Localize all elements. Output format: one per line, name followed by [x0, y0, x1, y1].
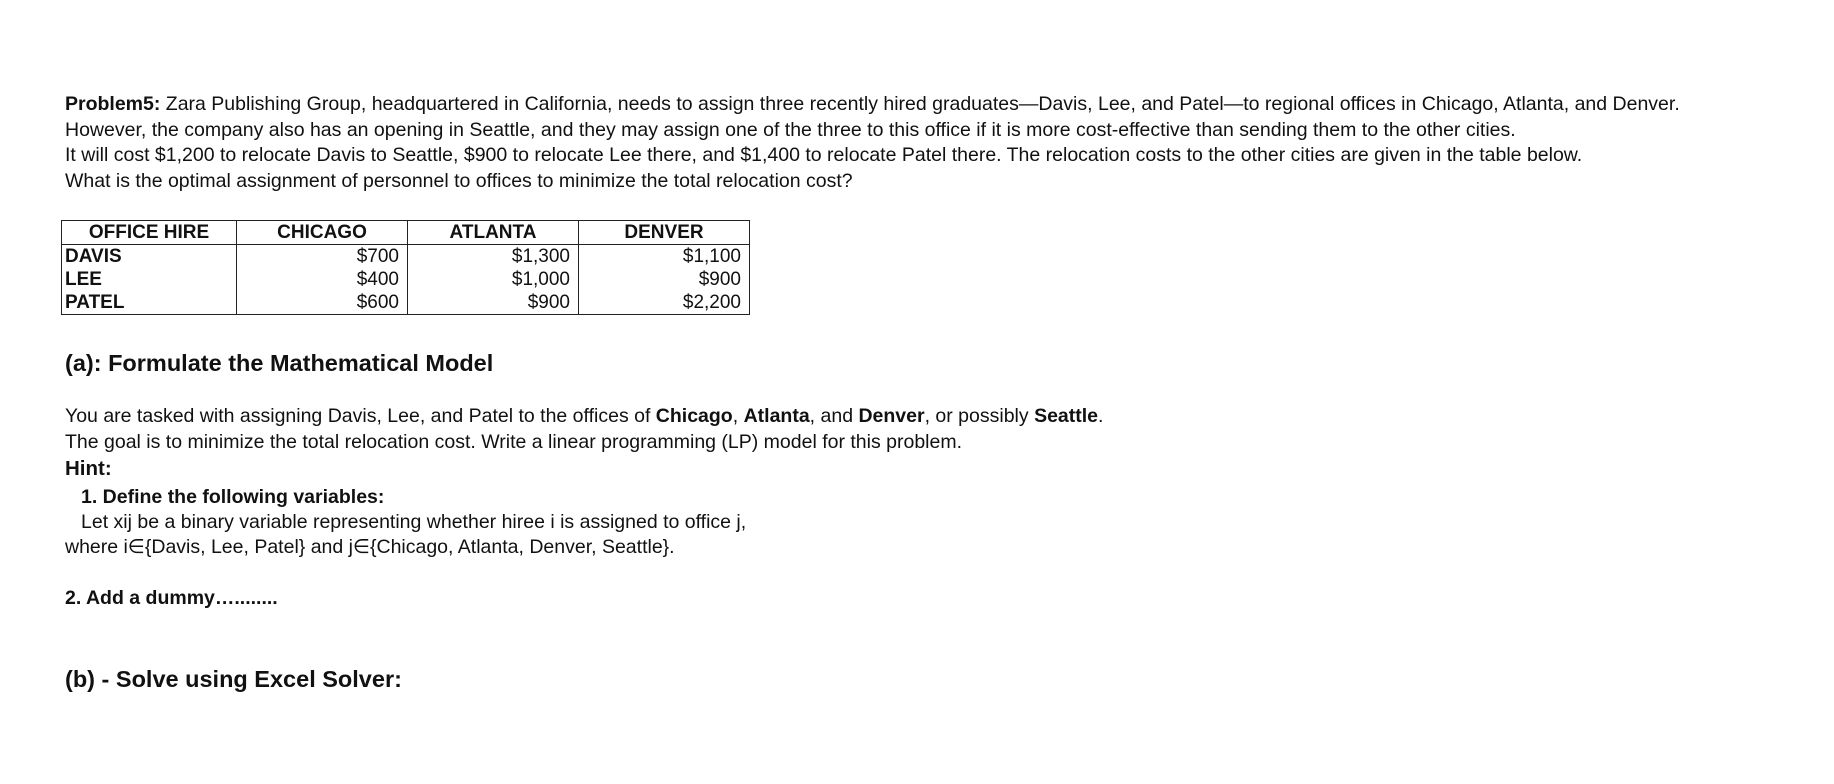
table-cell: $1,000: [408, 268, 579, 291]
relocation-cost-table: [61, 220, 750, 315]
table-header-cell: DENVER: [579, 221, 750, 245]
part-a-line-1: [65, 404, 1103, 430]
part-a-line-2: The goal is to minimize the total relocation cost. Write a linear programming (LP) model for this problem.: [65, 430, 963, 453]
step-1-title: 1. Define the following variables:: [81, 486, 385, 508]
table-cell: $1,100: [579, 245, 750, 269]
separator: , or possibly: [924, 405, 1035, 427]
city-atlanta: Atlanta: [743, 405, 810, 427]
table-cell: $600: [237, 291, 408, 315]
table-cell: $700: [237, 245, 408, 269]
step-2-title: 2. Add a dummy…........: [65, 587, 278, 609]
table-cell: $400: [237, 268, 408, 291]
part-a-text: You are tasked with assigning Davis, Lee, and Patel to the offices of: [65, 405, 656, 427]
part-b-heading: (b) - Solve using Excel Solver:: [65, 666, 402, 692]
step-1-line-2: where i∈{Davis, Lee, Patel} and j∈{Chicago, Atlanta, Denver, Seattle}.: [65, 536, 675, 558]
problem-label: Problem5:: [65, 93, 161, 115]
table-row: [62, 291, 750, 315]
problem-line-3: It will cost $1,200 to relocate Davis to Seattle, $900 to relocate Lee there, and $1,400 to relocate Patel there. The relocation costs to the other cities are given in the table below.: [65, 144, 1583, 166]
table-row-label: PATEL: [62, 291, 237, 315]
city-seattle: Seattle: [1034, 405, 1099, 427]
part-a-heading: (a): Formulate the Mathematical Model: [65, 350, 494, 376]
table-header-row: [62, 221, 750, 245]
table-cell: $900: [579, 268, 750, 291]
city-chicago: Chicago: [655, 405, 733, 427]
separator: , and: [809, 405, 859, 427]
separator: ,: [732, 405, 744, 427]
table-row-label: LEE: [62, 268, 237, 291]
sentence-end: .: [1098, 405, 1104, 427]
table-cell: $1,300: [408, 245, 579, 269]
table-row: [62, 245, 750, 269]
problem-line-1: [65, 92, 1680, 118]
table-header-cell: OFFICE HIRE: [62, 221, 237, 245]
city-denver: Denver: [858, 405, 925, 427]
table-cell: $2,200: [579, 291, 750, 315]
table-header-cell: ATLANTA: [408, 221, 579, 245]
hint-label: Hint:: [65, 457, 112, 480]
step-1-line-1: Let xij be a binary variable representing whether hiree i is assigned to office j,: [81, 511, 747, 533]
problem-statement: [65, 92, 1680, 194]
table-cell: $900: [408, 291, 579, 315]
problem-line-1-text: Zara Publishing Group, headquartered in California, needs to assign three recently hired graduates—Davis, Lee, and Patel—to regional offices in Chicago, Atlanta, and Denver.: [160, 93, 1680, 115]
part-a-description: [65, 404, 1103, 455]
table-row-label: DAVIS: [62, 245, 237, 269]
problem-line-4: What is the optimal assignment of personnel to offices to minimize the total relocation cost?: [65, 169, 853, 192]
table-row: [62, 268, 750, 291]
table-header-cell: CHICAGO: [237, 221, 408, 245]
problem-line-2: However, the company also has an opening in Seattle, and they may assign one of the three to this office if it is more cost-effective than sending them to the other cities.: [65, 118, 1516, 141]
